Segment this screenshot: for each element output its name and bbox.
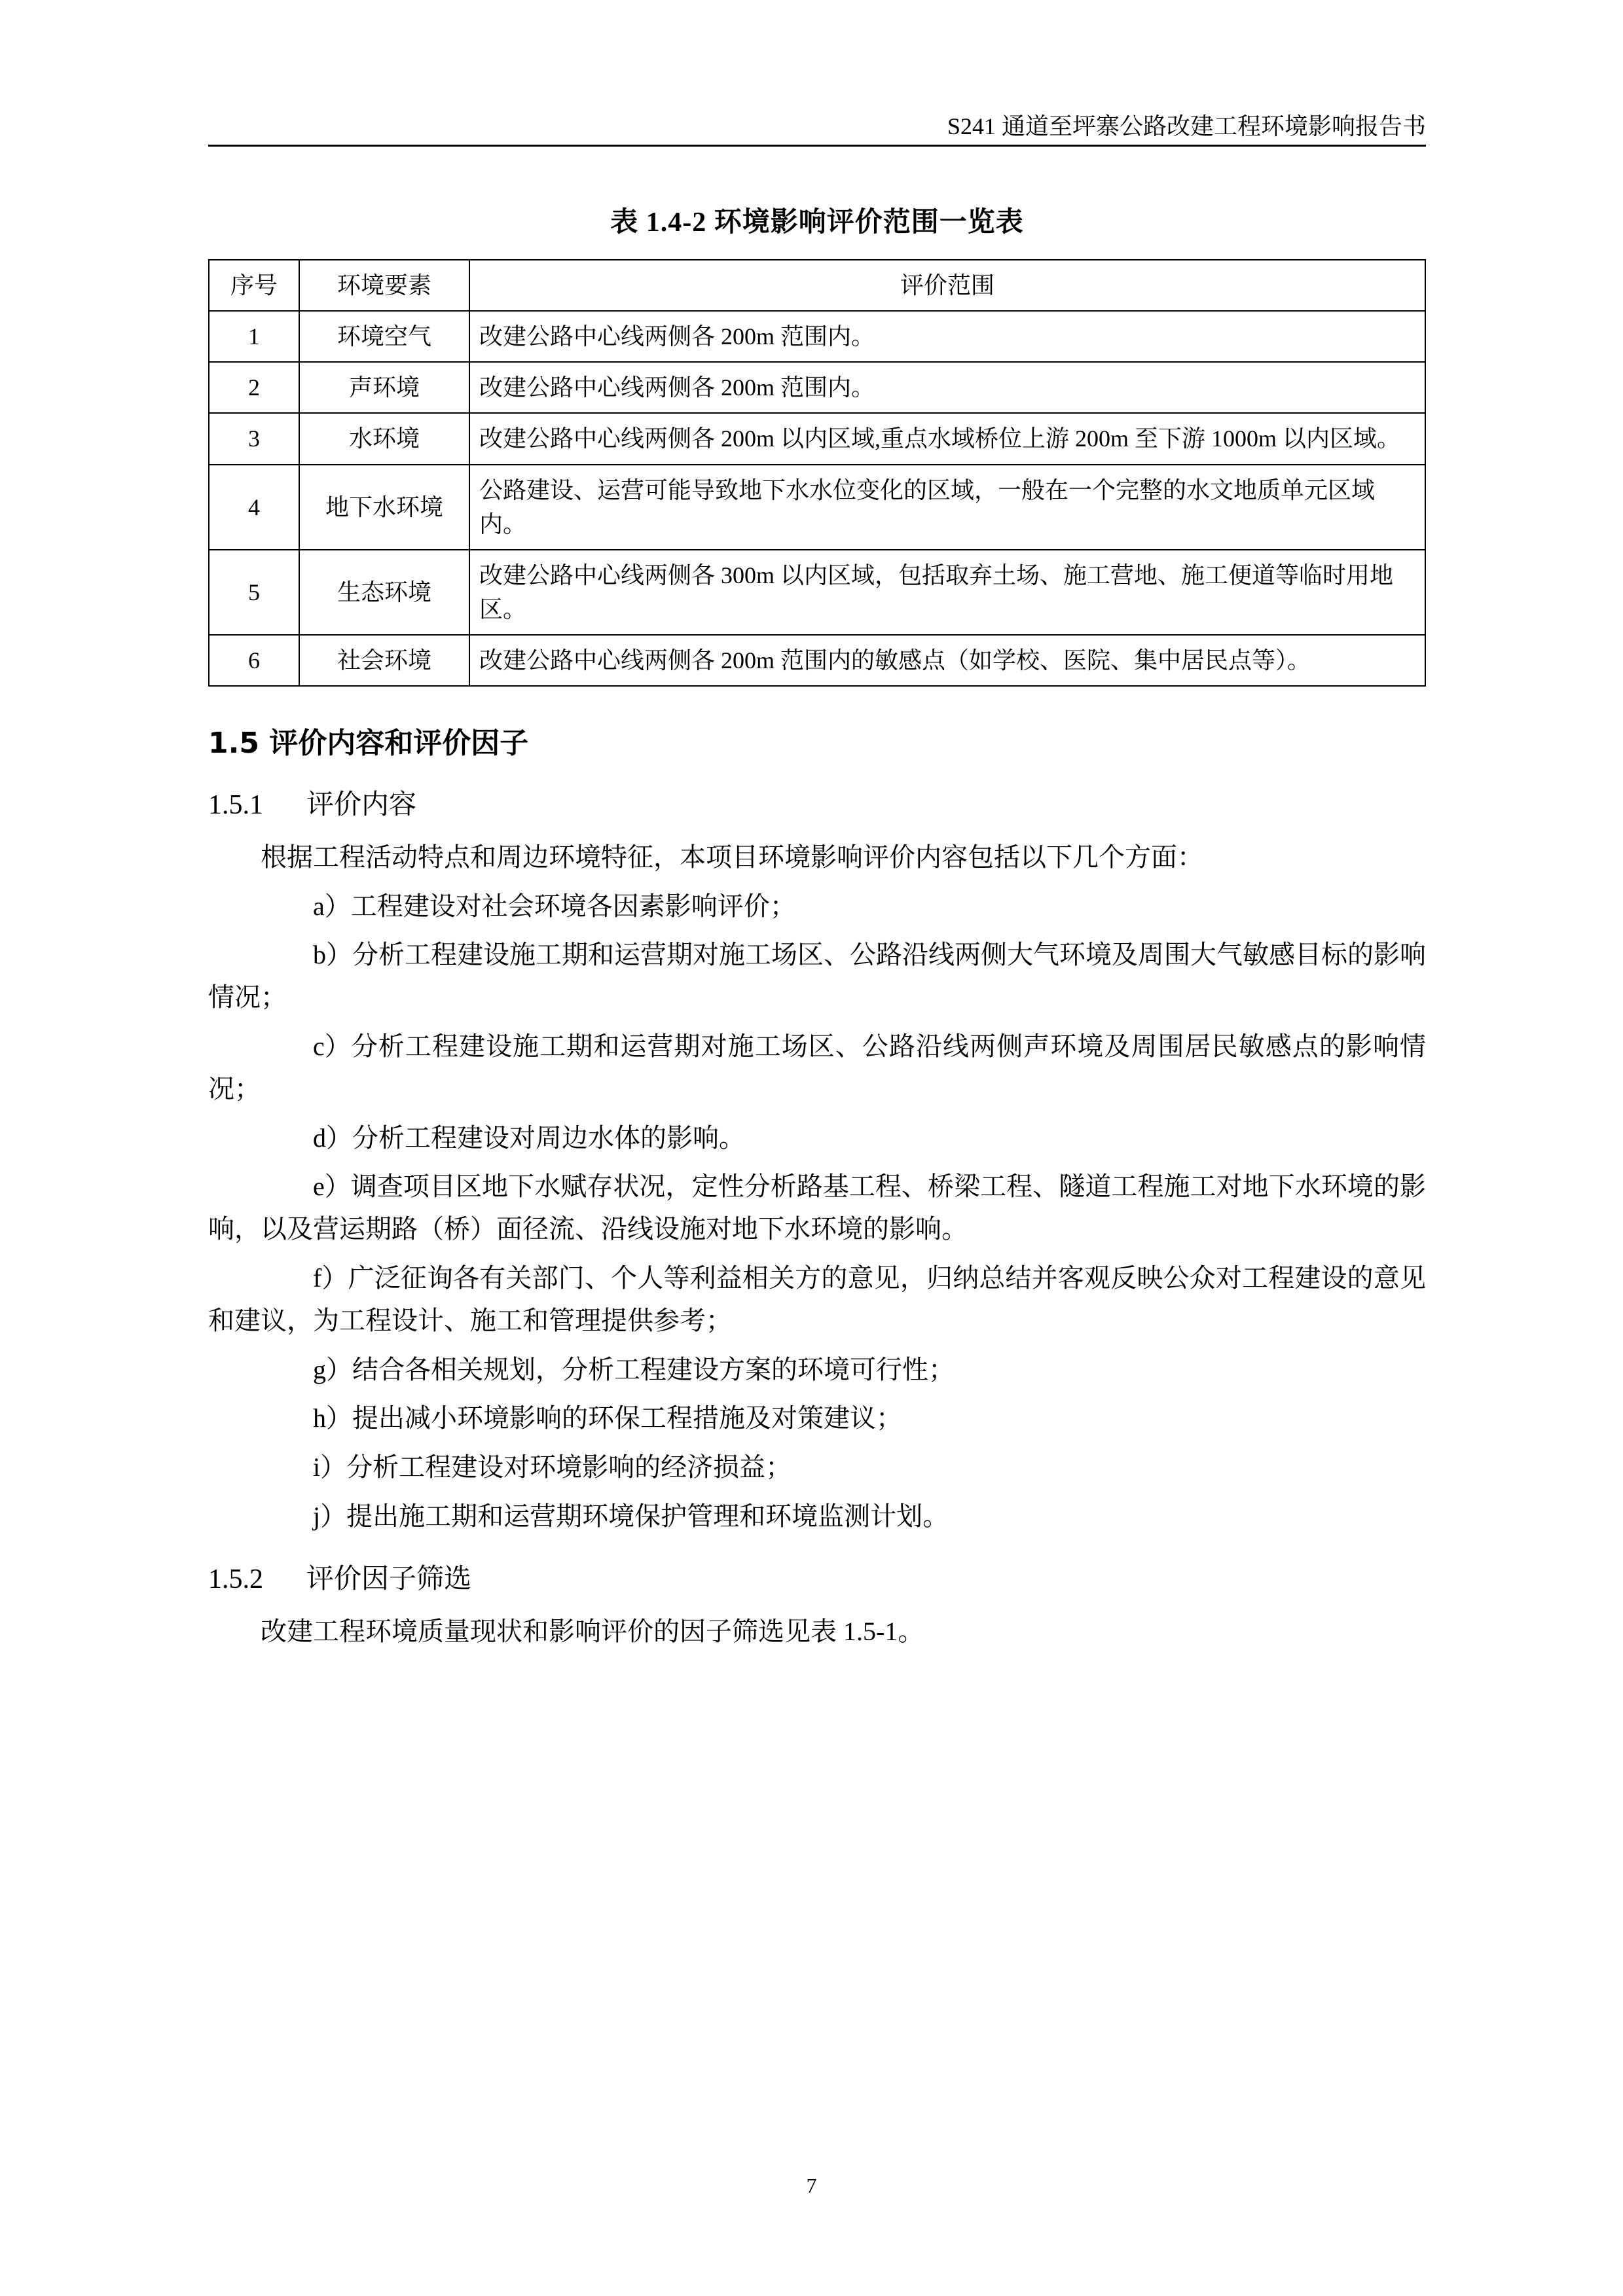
list-item-label: f）	[313, 1263, 348, 1293]
list-item	[208, 1166, 1426, 1251]
cell-no: 4	[209, 465, 299, 550]
column-header-factor: 环境要素	[299, 260, 469, 311]
running-title: S241 通道至坪寨公路改建工程环境影响报告书	[947, 113, 1426, 139]
cell-factor: 地下水环境	[299, 465, 469, 550]
list-item-text: 提出减小环境影响的环保工程措施及对策建议；	[352, 1403, 902, 1433]
table-row	[209, 635, 1425, 686]
list-item-label: g）	[313, 1354, 352, 1384]
subsection-number: 1.5.2	[208, 1564, 263, 1594]
cell-scope: 改建公路中心线两侧各 200m 范围内。	[469, 311, 1425, 362]
cell-factor: 生态环境	[299, 550, 469, 635]
subsection-title: 评价内容	[306, 790, 417, 821]
subsection-title: 评价因子筛选	[306, 1564, 472, 1594]
list-item	[208, 1496, 1426, 1538]
list-item-text: 分析工程建设施工期和运营期对施工场区、公路沿线两侧大气环境及周围大气敏感目标的影响情况；	[208, 940, 1426, 1013]
list-item	[208, 1397, 1426, 1440]
table-header-row	[209, 260, 1425, 311]
table-row	[209, 465, 1425, 550]
list-item	[208, 1117, 1426, 1160]
cell-factor: 社会环境	[299, 635, 469, 686]
cell-no: 5	[209, 550, 299, 635]
list-item-label: b）	[313, 940, 352, 970]
list-item-text: 提出施工期和运营期环境保护管理和环境监测计划。	[346, 1501, 949, 1532]
list-item	[208, 934, 1426, 1019]
table-row	[209, 311, 1425, 362]
table-row	[209, 550, 1425, 635]
section-heading-1-5: 1.5 评价内容和评价因子	[208, 726, 529, 761]
subsection-heading-1-5-1	[208, 786, 1426, 825]
cell-factor: 环境空气	[299, 311, 469, 362]
cell-scope: 改建公路中心线两侧各 200m 范围内的敏感点（如学校、医院、集中居民点等）。	[469, 635, 1425, 686]
table-caption: 表 1.4-2 环境影响评价范围一览表	[610, 207, 1024, 238]
list-item-label: d）	[313, 1122, 352, 1153]
cell-no: 2	[209, 362, 299, 413]
list-item-label: j）	[313, 1501, 347, 1532]
list-item-label: e）	[313, 1172, 351, 1202]
cell-scope: 公路建设、运营可能导致地下水水位变化的区域，一般在一个完整的水文地质单元区域内。	[469, 465, 1425, 550]
list-item-text: 工程建设对社会环境各因素影响评价；	[350, 891, 796, 921]
list-item-text: 分析工程建设施工期和运营期对施工场区、公路沿线两侧声环境及周围居民敏感点的影响情况；	[208, 1031, 1426, 1103]
header-rule	[208, 145, 1426, 147]
list-item-text: 广泛征询各有关部门、个人等利益相关方的意见，归纳总结并客观反映公众对工程建设的意见和建议，为工程设计、施工和管理提供参考；	[208, 1263, 1426, 1335]
list-item-label: i）	[313, 1452, 347, 1482]
cell-scope: 改建公路中心线两侧各 200m 以内区域,重点水域桥位上游 200m 至下游 1000m 以内区域。	[469, 413, 1425, 464]
list-item-text: 分析工程建设对环境影响的经济损益；	[346, 1452, 792, 1482]
page-content	[208, 0, 1426, 1659]
list-item-text: 分析工程建设对周边水体的影响。	[352, 1122, 745, 1153]
cell-no: 3	[209, 413, 299, 464]
cell-scope: 改建公路中心线两侧各 200m 范围内。	[469, 362, 1425, 413]
evaluation-scope-table	[208, 259, 1426, 687]
list-item-text: 调查项目区地下水赋存状况，定性分析路基工程、桥梁工程、隧道工程施工对地下水环境的影响，以及营运期路（桥）面径流、沿线设施对地下水环境的影响。	[208, 1172, 1426, 1244]
cell-factor: 声环境	[299, 362, 469, 413]
list-item	[208, 1349, 1426, 1391]
subsection-heading-1-5-2	[208, 1560, 1426, 1599]
cell-scope: 改建公路中心线两侧各 300m 以内区域，包括取弃土场、施工营地、施工便道等临时用地区。	[469, 550, 1425, 635]
list-item	[208, 886, 1426, 928]
list-item	[208, 1257, 1426, 1342]
page-number: 7	[806, 2174, 817, 2197]
list-item-label: h）	[313, 1403, 352, 1433]
list-item-text: 结合各相关规划，分析工程建设方案的环境可行性；	[352, 1354, 955, 1384]
cell-no: 1	[209, 311, 299, 362]
table-row	[209, 413, 1425, 464]
running-header	[208, 111, 1426, 153]
cell-factor: 水环境	[299, 413, 469, 464]
list-item	[208, 1026, 1426, 1111]
column-header-scope: 评价范围	[469, 260, 1425, 311]
subsection-number: 1.5.1	[208, 790, 263, 821]
cell-no: 6	[209, 635, 299, 686]
paragraph-intro: 根据工程活动特点和周边环境特征，本项目环境影响评价内容包括以下几个方面：	[261, 842, 1203, 872]
list-item	[208, 1446, 1426, 1489]
list-item-label: c）	[313, 1031, 351, 1062]
table-row	[209, 362, 1425, 413]
column-header-no: 序号	[209, 260, 299, 311]
paragraph-1-5-2: 改建工程环境质量现状和影响评价的因子筛选见表 1.5-1。	[261, 1616, 924, 1646]
list-item-label: a）	[313, 891, 351, 921]
